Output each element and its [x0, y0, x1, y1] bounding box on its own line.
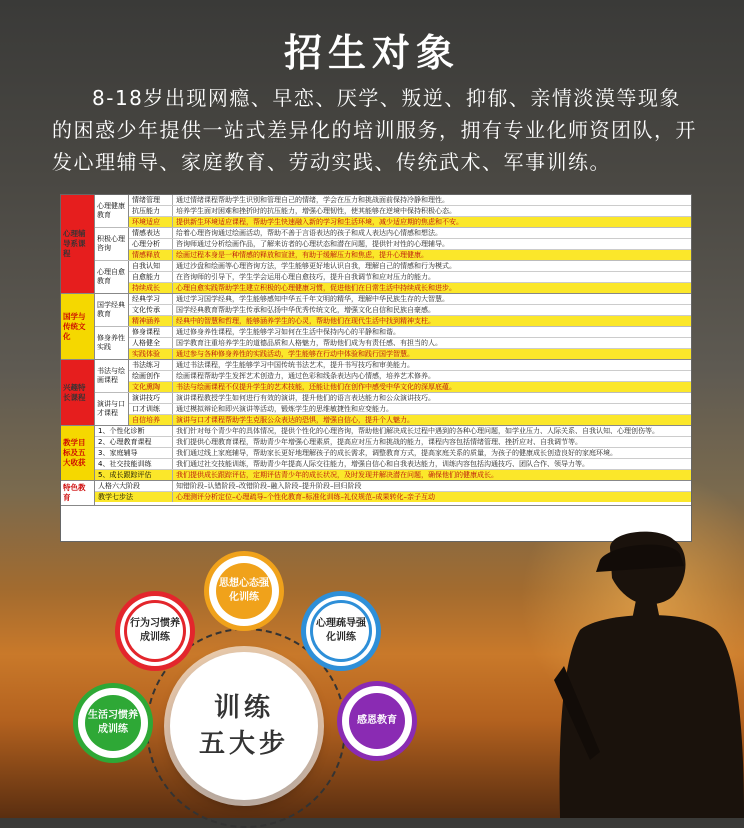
- row-item: 实践体验: [129, 349, 173, 359]
- table-section: [61, 426, 691, 481]
- group-name: 积极心理咨询: [95, 228, 129, 260]
- bubble-gratitude: 感恩教育: [342, 686, 412, 756]
- row-desc: 提供新生环境适应课程，帮助学生快速融入新的学习和生活环境，减少适应期的焦虑和不安。: [176, 218, 463, 226]
- table-row: [129, 360, 691, 371]
- section-name: 国学与传统文化: [61, 294, 95, 359]
- group-name: 修身养性实践: [95, 327, 129, 359]
- table-row: [129, 404, 691, 415]
- row-item: 4、社交技能训练: [95, 459, 173, 469]
- table-row: [95, 437, 691, 448]
- table-row: [95, 492, 691, 502]
- table-row: [129, 371, 691, 382]
- row-desc: 我们提供心理教育课程，帮助青少年增强心理素质，提高应对压力和挑战的能力，课程内容包括情绪管理、挫折应对、自我调节等。: [176, 438, 582, 446]
- table-row: [129, 415, 691, 425]
- row-desc: 给着心理咨询通过绘画活动，帮助不善于言语表达的孩子和成人表达内心情感和想法。: [176, 229, 442, 237]
- table-row: [129, 217, 691, 227]
- row-desc: 我们提供成长跟踪评估，定期评估青少年的成长状况，及时发现并解决潜在问题，确保他们的健康成长。: [176, 471, 498, 479]
- row-item: 情感释放: [129, 250, 173, 260]
- row-item: 经典学习: [129, 294, 173, 304]
- table-row: [95, 481, 691, 492]
- bubble-life-habits: 生活习惯养成训练: [78, 688, 148, 758]
- table-row: [95, 448, 691, 459]
- row-desc: 通过参与各种修身养性的实践活动，学生能够在行动中体验和践行国学智慧。: [176, 350, 414, 358]
- row-desc: 通过模拟辩论和即兴演讲等活动，锻炼学生的思维敏捷性和应变能力。: [176, 405, 393, 413]
- table-section: [61, 294, 691, 360]
- table-section: [61, 481, 691, 506]
- table-row: [95, 426, 691, 437]
- bubble-mindset: 思想心态强化训练: [209, 556, 279, 626]
- row-desc: 演讲与口才课程帮助学生克服公众表达的恐惧，增强自信心，提升个人魅力。: [176, 416, 414, 424]
- row-item: 情绪管理: [129, 195, 173, 205]
- table-group: [95, 294, 691, 327]
- page-title: 招生对象: [283, 31, 460, 75]
- group-name: 国学经典教育: [95, 294, 129, 326]
- row-desc: 心理测评分析定位–心理疏导–个性化教育–标准化训练–礼仪规范–成果转化–亲子互动: [176, 493, 435, 501]
- table-row: [129, 272, 691, 283]
- row-desc: 咨询师通过分析绘画作品，了解来访者的心理状态和潜在问题，提供针对性的心理辅导。: [176, 240, 449, 248]
- bubble-counseling: 心理疏导强化训练: [306, 596, 376, 666]
- section-name: 教学目标及五大收获: [61, 426, 95, 480]
- soldier-silhouette: [540, 520, 744, 818]
- group-name: 心理健康教育: [95, 195, 129, 227]
- row-desc: 通过沙盘和绘画等心理咨询方法，学生能够更好地认识自我，理解自己的情感和行为模式。: [176, 262, 456, 270]
- row-item: 2、心理教育课程: [95, 437, 173, 447]
- row-item: 人格六大阶段: [95, 481, 173, 491]
- row-desc: 我们通过社交技能训练，帮助青少年提高人际交往能力，增强自信心和自我表达能力，训练内容包括沟通技巧、团队合作、领导力等。: [176, 460, 589, 468]
- row-item: 3、家庭辅导: [95, 448, 173, 458]
- row-item: 绘画创作: [129, 371, 173, 381]
- table-section: [61, 195, 691, 294]
- row-item: 持续成长: [129, 283, 173, 293]
- row-item: 1、个性化诊断: [95, 426, 173, 436]
- table-row: [95, 470, 691, 480]
- group-name: 书法与绘画课程: [95, 360, 129, 392]
- row-item: 5、成长跟踪评估: [95, 470, 173, 480]
- table-row: [95, 459, 691, 470]
- row-item: 修身课程: [129, 327, 173, 337]
- row-desc: 心理自愈实践帮助学生建立积极的心理健康习惯，促进他们在日常生活中持续成长和进步。: [176, 284, 456, 292]
- row-item: 人格健全: [129, 338, 173, 348]
- row-desc: 绘画课程帮助学生发挥艺术创造力，通过色彩和线条表达内心情感，培养艺术修养。: [176, 372, 435, 380]
- row-desc: 国学教育注重培养学生的道德品质和人格魅力，帮助他们成为有责任感、有担当的人。: [176, 339, 442, 347]
- table-group: [95, 327, 691, 359]
- table-group: [95, 360, 691, 393]
- table-row: [129, 228, 691, 239]
- row-desc: 通过书法课程，学生能够学习中国传统书法艺术，提升书写技巧和审美能力。: [176, 361, 414, 369]
- row-item: 文化熏陶: [129, 382, 173, 392]
- table-group: [95, 228, 691, 261]
- row-item: 教学七步法: [95, 492, 173, 502]
- row-item: 心理分析: [129, 239, 173, 249]
- table-row: [129, 239, 691, 250]
- table-row: [129, 283, 691, 293]
- row-item: 演讲技巧: [129, 393, 173, 403]
- table-row: [129, 338, 691, 349]
- table-row: [129, 349, 691, 359]
- row-desc: 通过情绪课程帮助学生识别和管理自己的情绪，学会在压力和挑战面前保持冷静和理性。: [176, 196, 449, 204]
- table-group: [95, 195, 691, 228]
- row-desc: 在咨询师的引导下，学生学会运用心理自愈技巧，提升自我调节和应对压力的能力。: [176, 273, 435, 281]
- row-item: 抗压能力: [129, 206, 173, 216]
- row-item: 自信培养: [129, 415, 173, 425]
- table-row: [129, 195, 691, 206]
- row-desc: 知错阶段–认错阶段–改错阶段–融入阶段–提升阶段–回归阶段: [176, 482, 362, 490]
- table-row: [129, 393, 691, 404]
- table-row: [129, 294, 691, 305]
- group-name: 心理自愈教育: [95, 261, 129, 293]
- table-section: [61, 360, 691, 426]
- table-group: [95, 393, 691, 425]
- row-item: 精神涵养: [129, 316, 173, 326]
- table-row: [129, 261, 691, 272]
- row-desc: 培养学生面对困难和挫折时的抗压能力，增强心理韧性，使其能够在逆境中保持积极心态。: [176, 207, 456, 215]
- group-name: 演讲与口才课程: [95, 393, 129, 425]
- row-desc: 绘画过程本身是一种情感的释放和宣泄，有助于缓解压力和焦虑，提升心理健康。: [176, 251, 428, 259]
- row-item: 情感表达: [129, 228, 173, 238]
- section-name: 兴趣特长课程: [61, 360, 95, 425]
- row-item: 环境适应: [129, 217, 173, 227]
- intro-paragraph: 8-18岁出现网瘾、早恋、厌学、叛逆、抑郁、亲情淡漠等现象的困惑少年提供一站式差异化的培训服务，拥有专业化师资团队，开发心理辅导、家庭教育、劳动实践、传统武术、军事训练。: [52, 86, 697, 174]
- row-item: 口才训练: [129, 404, 173, 414]
- row-item: 自愈能力: [129, 272, 173, 282]
- bubble-behavior: 行为习惯养成训练: [120, 596, 190, 666]
- training-hub: [170, 652, 318, 800]
- row-item: 文化传承: [129, 305, 173, 315]
- table-group: [95, 261, 691, 293]
- row-desc: 我们针对每个青少年的具体情况，提供个性化的心理咨询，帮助他们解决成长过程中遇到的各种心理问题，如学业压力、人际关系、自我认知、心理创伤等。: [176, 427, 659, 435]
- row-desc: 我们通过线上家庭辅导，帮助家长更好地理解孩子的成长需求，调整教育方式，提高家庭关系的质量，为孩子的健康成长创造良好的家庭环境。: [176, 449, 617, 457]
- section-name: 心理辅导系课程: [61, 195, 95, 293]
- row-desc: 通过学习国学经典，学生能够感知中华五千年文明的精华，理解中华民族生存的大智慧。: [176, 295, 449, 303]
- row-desc: 国学经典教育帮助学生传承和弘扬中华优秀传统文化，增强文化自信和民族自豪感。: [176, 306, 435, 314]
- row-desc: 书法与绘画课程不仅提升学生的艺术技能，还能让他们在创作中感受中华文化的深厚底蕴。: [176, 383, 456, 391]
- table-row: [129, 250, 691, 260]
- row-item: 书法练习: [129, 360, 173, 370]
- table-row: [129, 316, 691, 326]
- section-name: 特色教育: [61, 481, 95, 505]
- table-row: [129, 206, 691, 217]
- row-item: 自我认知: [129, 261, 173, 271]
- row-desc: 通过修身养性课程，学生能够学习如何在生活中保持内心的平静和和谐。: [176, 328, 400, 336]
- table-row: [129, 305, 691, 316]
- curriculum-table: [60, 194, 692, 542]
- table-row: [129, 382, 691, 392]
- row-desc: 演讲课程教授学生如何进行有效的演讲，提升他们的语言表达能力和公众演讲技巧。: [176, 394, 435, 402]
- row-desc: 经典中的智慧和哲理，能够涵养学生的心灵，帮助他们在现代生活中找到精神支柱。: [176, 317, 435, 325]
- table-row: [129, 327, 691, 338]
- hub-line-1: 训练: [213, 693, 274, 723]
- hub-line-2: 五大步: [198, 729, 289, 759]
